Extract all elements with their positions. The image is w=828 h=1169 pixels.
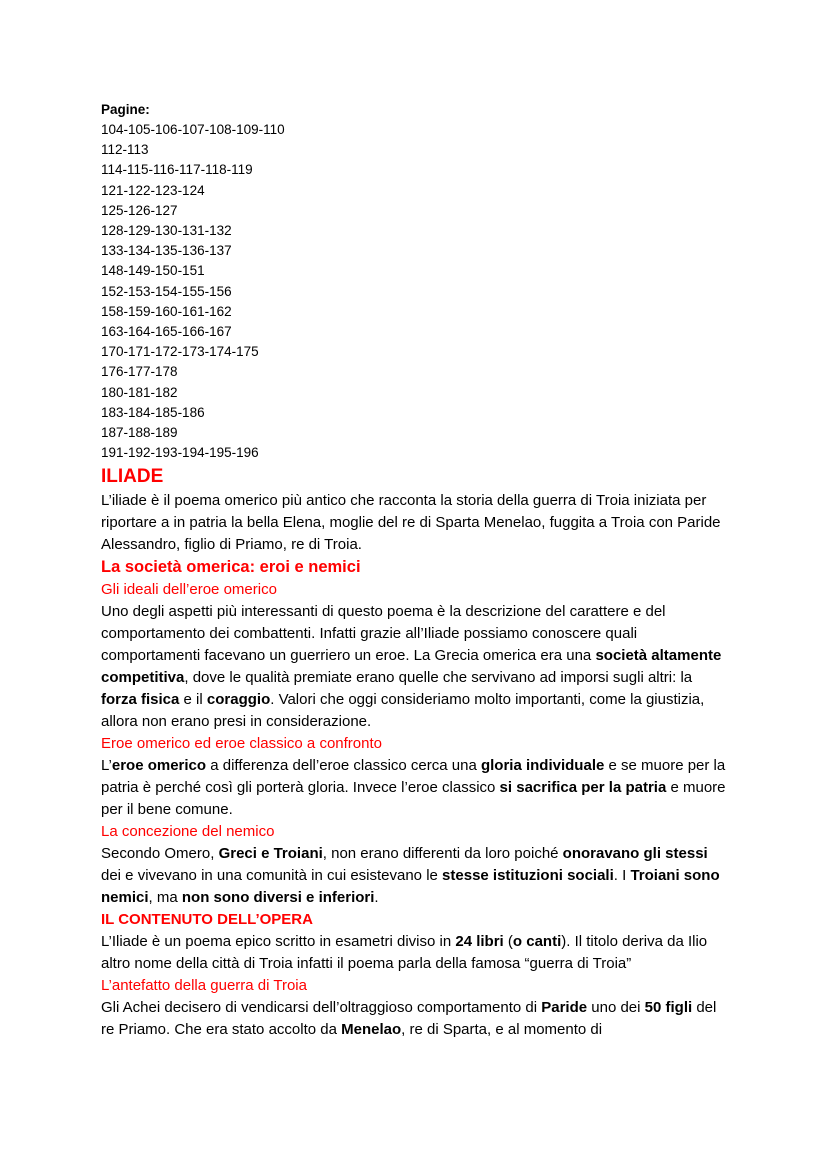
paragraph-ideali-eroe: [101, 601, 731, 733]
pages-list: [101, 120, 731, 463]
bold-run: 24 libri: [455, 932, 504, 950]
text-run: dei e vivevano in una comunità in cui esistevano le: [101, 867, 443, 885]
bold-run: Paride: [541, 998, 588, 1016]
paragraph-eroe-confronto: [101, 755, 731, 821]
text-run: Uno degli aspetti più interessanti di questo poema è la descrizione del carattere e del comportamento dei combattenti. Infatti grazie all’Iliade possiamo conoscere quali comportamenti facevano un guerriero un eroe. La Grecia omerica era una: [101, 603, 666, 665]
pages-label: Pagine:: [101, 102, 150, 117]
page-range: 133-134-135-136-137: [101, 243, 232, 259]
document-page: [101, 100, 731, 1041]
text-run: Gli Achei decisero di vendicarsi dell’oltraggioso comportamento di: [101, 998, 542, 1016]
text-run: , ma: [148, 889, 182, 907]
bold-run: 50 figli: [644, 998, 693, 1016]
bold-run: si sacrifica per la patria: [499, 779, 667, 797]
text-run: , re di Sparta, e al momento di: [401, 1020, 603, 1038]
page-range: 114-115-116-117-118-119: [101, 162, 253, 178]
text-run: e muore per il bene comune.: [101, 779, 726, 819]
text-run: , non erano differenti da loro poiché: [322, 845, 563, 863]
text-run: (: [503, 932, 513, 950]
text-run: a differenza dell’eroe classico cerca una: [206, 757, 481, 775]
text-run: .: [374, 889, 379, 907]
page-range: 158-159-160-161-162: [101, 303, 232, 319]
bold-run: Menelao: [341, 1020, 402, 1038]
page-range: 170-171-172-173-174-175: [101, 344, 259, 360]
page-range: 163-164-165-166-167: [101, 324, 232, 340]
intro-paragraph: L’iliade è il poema omerico più antico che racconta la storia della guerra di Troia iniziata per riportare a in patria la bella Elena, moglie del re di Sparta Menelao, fuggita a Troia con Paride Alessandro, figlio di Priamo, re di Troia.: [101, 492, 721, 554]
text-run: del re Priamo. Che era stato accolto da: [101, 998, 717, 1038]
page-range: 183-184-185-186: [101, 404, 205, 420]
bold-run: onoravano gli stessi: [562, 845, 708, 863]
bold-run: non sono diversi e inferiori: [181, 889, 375, 907]
page-range: 180-181-182: [101, 384, 178, 400]
paragraph-concezione-nemico: [101, 843, 731, 909]
section-title-contenuto-opera: IL CONTENUTO DELL’OPERA: [101, 911, 313, 929]
text-run: L’Iliade è un poema epico scritto in esametri diviso in: [101, 932, 456, 950]
subtitle-concezione-nemico: La concezione del nemico: [101, 823, 275, 841]
text-run: uno dei: [587, 998, 645, 1016]
text-run: . Valori che oggi consideriamo molto importanti, come la giustizia, allora non erano presi in considerazione.: [101, 691, 705, 731]
text-run: e il: [179, 691, 207, 709]
page-range: 104-105-106-107-108-109-110: [101, 122, 285, 137]
text-run: L’: [101, 757, 112, 775]
bold-run: Greci e Troiani: [218, 845, 323, 863]
text-run: ). Il titolo deriva da Ilio altro nome della città di Troia infatti il poema parla della famosa “guerra di Troia”: [101, 932, 708, 972]
subtitle-eroe-confronto: Eroe omerico ed eroe classico a confronto: [101, 735, 382, 753]
page-range: 152-153-154-155-156: [101, 283, 232, 299]
bold-run: società altamente competitiva: [101, 647, 722, 687]
bold-run: eroe omerico: [111, 757, 207, 775]
bold-run: coraggio: [206, 691, 271, 709]
text-run: e se muore per la patria è perché così gli porterà gloria. Invece l’eroe classico: [101, 757, 726, 797]
subtitle-antefatto: L’antefatto della guerra di Troia: [101, 976, 307, 994]
paragraph-antefatto: [101, 997, 731, 1041]
text-run: , dove le qualità premiate erano quelle che servivano ad imporsi sugli altri: la: [184, 669, 693, 687]
page-range: 191-192-193-194-195-196: [101, 445, 259, 461]
page-range: 121-122-123-124: [101, 182, 205, 198]
page-range: 148-149-150-151: [101, 263, 205, 279]
page-range: 187-188-189: [101, 425, 178, 441]
page-range: 112-113: [101, 142, 149, 158]
page-range: 128-129-130-131-132: [101, 223, 232, 239]
document-title: ILIADE: [101, 466, 164, 488]
bold-run: stesse istituzioni sociali: [442, 867, 614, 885]
bold-run: Troiani sono nemici: [101, 867, 720, 907]
section-title-societa-omerica: La società omerica: eroi e nemici: [101, 558, 361, 577]
subtitle-ideali-eroe: Gli ideali dell’eroe omerico: [101, 581, 277, 599]
text-run: Secondo Omero,: [101, 845, 219, 863]
bold-run: gloria individuale: [480, 757, 605, 775]
paragraph-contenuto-opera: [101, 931, 731, 975]
bold-run: o canti: [512, 932, 562, 950]
page-range: 176-177-178: [101, 364, 178, 380]
text-run: . I: [613, 867, 631, 885]
page-range: 125-126-127: [101, 202, 178, 218]
bold-run: forza fisica: [101, 691, 180, 709]
